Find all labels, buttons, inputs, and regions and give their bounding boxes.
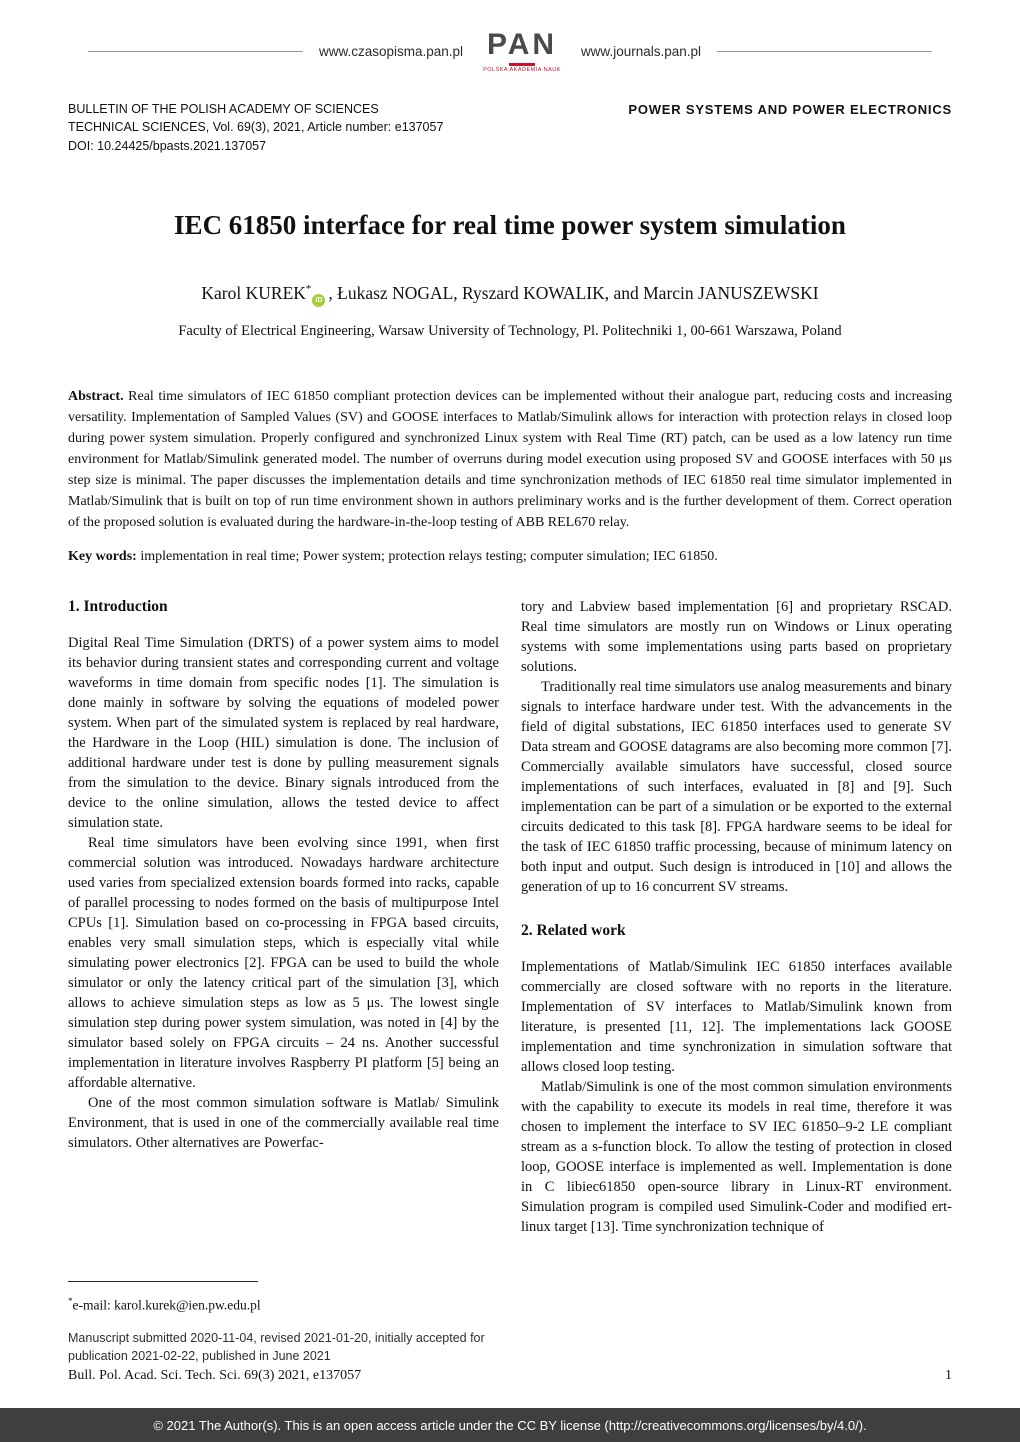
- intro-paragraph-1: Digital Real Time Simulation (DRTS) of a power system aims to model its behavior during transient states and corresponding current and voltage waveforms in time domain from specific nodes [1]. The simulation is done mainly in software by solving the equations of modeled power system. When part of the simulated system is replaced by real hardware, the Hardware in the Loop (HIL) simulation is done. The inclusion of additional hardware under test is done by pulling measurement signals from the simulation to the device. Binary signals introduced from the device to the online simulation, allows the tested device to affect simulation state.: [68, 634, 499, 831]
- page-footer: [68, 1368, 952, 1384]
- intro-paragraph-2: Real time simulators have been evolving since 1991, when first commercial solution was introduced. Nowadays hardware architecture used varies from specialized extension boards formed into racks, capable of parallel processing to nodes formed on the basis of multipurpose Intel CPUs [1]. Simulation based on co-processing in FPGA based circuits, enables very small simulation steps, which is especially vital while simulating power electronics [2]. FPGA can be used to build the whole simulator or only the latency critical part of the simulation [3], which allows to achieve simulation steps as low as 5 μs. The lowest single simulation step during power system simulation, was noted in [4] by the simulator based solely on FPGA circuits – 24 ns. Another successful implementation in literature involves Raspberry PI platform [5] being an affordable alternative.: [68, 834, 499, 1091]
- pan-logo: [479, 30, 565, 74]
- abstract-label: Abstract.: [68, 388, 124, 404]
- abstract-paragraph: [68, 386, 952, 533]
- top-header: [88, 30, 932, 74]
- page-title: IEC 61850 interface for real time power system simulation: [174, 209, 846, 240]
- copyright-bar: [0, 1408, 1020, 1442]
- intro-paragraph-5: Traditionally real time simulators use analog measurements and binary signals to interface hardware under test. With the advancements in the field of digital substations, IEC 61850 interfaces used to generate SV Data stream and GOOSE datagrams are also becoming more common [7]. Commercially available simulators have successful, closed source implementations of such interfaces, evaluated in [8] and [9]. Such implementation can be part of a simulation or be exported to the external circuits dedicated to this task [8]. FPGA hardware seems to be ideal for the task of IEC 61850 traffic processing, because of minimum latency on both input and output. Such design is introduced in [10] and allows the generation of up to 16 concurrent SV streams.: [521, 678, 953, 895]
- journal-doi: DOI: 10.24425/bpasts.2021.137057: [68, 139, 267, 153]
- keywords-text: implementation in real time; Power system; protection relays testing; computer simulation; IEC 61850.: [136, 548, 718, 564]
- footnote-divider: [68, 1281, 258, 1282]
- section-heading-introduction: 1. Introduction: [68, 597, 168, 615]
- author-name-first: Karol KUREK: [201, 282, 306, 303]
- keywords-label: Key words:: [68, 548, 137, 564]
- pan-logo-accent: [509, 63, 535, 66]
- author-names-rest: , Łukasz NOGAL, Ryszard KOWALIK, and Marcin JANUSZEWSKI: [328, 282, 819, 303]
- copyright-text: © 2021 The Author(s). This is an open access article under the CC BY license (http://creativecommons.org/licenses/by/4.0/).: [153, 1417, 867, 1433]
- abstract-text: Real time simulators of IEC 61850 compliant protection devices can be implemented without their analogue part, reducing costs and increasing versatility. Implementation of Sampled Values (SV) and GOOSE interfaces to Matlab/Simulink allows for interaction with protection relays in closed loop during power system simulation. Properly configured and synchronized Linux system with Real Time (RT) patch, can be used as a low latency run time environment for Matlab/Simulink generated model. The number of overruns during model execution using proposed SV and GOOSE interfaces with 50 μs step size is minimal. The paper discusses the implementation details and time synchronization methods of IEC 61850 real time simulator implemented in Matlab/Simulink that is built on top of run time environment shown in authors preliminary works and is the further development of them. Correct operation of the proposed solution is evaluated during the hardware-in-the-loop testing of ABB REL670 relay.: [68, 388, 952, 530]
- journals-link[interactable]: www.journals.pan.pl: [580, 44, 702, 60]
- header-rule-right: [717, 51, 932, 52]
- intro-paragraph-3: One of the most common simulation software is Matlab/ Simulink Environment, that is used in one of the commercially available real time simulators. Other alternatives are Powerfac-: [68, 1094, 499, 1151]
- email-footnote-text: e-mail: karol.kurek@ien.pw.edu.pl: [72, 1297, 261, 1313]
- publication-info-row: [68, 100, 952, 156]
- intro-paragraph-4: tory and Labview based implementation [6] and proprietary RSCAD. Real time simulators are mostly run on Windows or Linux operating systems with some implementations using parts based on proprietary solutions.: [521, 598, 952, 675]
- czasopisma-link[interactable]: www.czasopisma.pan.pl: [318, 44, 464, 60]
- pan-logo-text: PAN: [486, 28, 558, 61]
- authors-line: [68, 283, 952, 307]
- email-footnote: [68, 1291, 499, 1316]
- email-footnote-mark: *: [68, 1296, 73, 1306]
- author-footnote-mark: *: [305, 282, 312, 295]
- section-heading-related-work: 2. Related work: [521, 921, 626, 939]
- manuscript-dates-note: Manuscript submitted 2020-11-04, revised 2021-01-20, initially accepted for publication 2021-02-22, published in June 2021: [68, 1330, 485, 1363]
- related-paragraph-2: Matlab/Simulink is one of the most common simulation environments with the capability to execute its models in real time, therefore it was chosen to implement the interface to SV IEC 61850–9-2 LE compliant stream as a s-function block. To allow the testing of protection in closed loop, GOOSE interface is implemented as well. Implementation is done in C libiec61850 open-source library in Linux-RT environment. Simulation program is compiled used Simulink-Coder and modified ert-linux target [13]. Time synchronization technique of: [521, 1078, 952, 1235]
- related-paragraph-1: Implementations of Matlab/Simulink IEC 61850 interfaces available commercially are closed software with no reports in the literature. Implementation of SV interfaces to Matlab/Simulink known from literature, is presented [11, 12]. The implementations lack GOOSE implementation and time synchronization in simulation software that allows closed loop testing.: [521, 958, 952, 1075]
- left-column: [68, 597, 499, 1365]
- journal-issue: TECHNICAL SCIENCES, Vol. 69(3), 2021, Article number: e137057: [68, 120, 444, 135]
- keywords-paragraph: [68, 546, 952, 567]
- header-rule-left: [88, 51, 303, 52]
- journal-section-name: POWER SYSTEMS AND POWER ELECTRONICS: [628, 101, 952, 117]
- pan-logo-subtitle: POLSKA AKADEMIA NAUK: [483, 67, 561, 73]
- footer-citation: Bull. Pol. Acad. Sci. Tech. Sci. 69(3) 2021, e137057: [68, 1368, 362, 1383]
- right-column: [521, 597, 952, 1365]
- body-columns: [68, 597, 952, 1365]
- affiliation-line: Faculty of Electrical Engineering, Warsaw University of Technology, Pl. Politechniki 1, 00-661 Warszawa, Poland: [178, 322, 842, 339]
- journal-info-block: [68, 100, 443, 156]
- footnote-block: [68, 1271, 499, 1365]
- orcid-icon: iD: [312, 294, 325, 307]
- page-number: 1: [945, 1368, 952, 1383]
- journal-name: BULLETIN OF THE POLISH ACADEMY OF SCIENCES: [68, 101, 379, 116]
